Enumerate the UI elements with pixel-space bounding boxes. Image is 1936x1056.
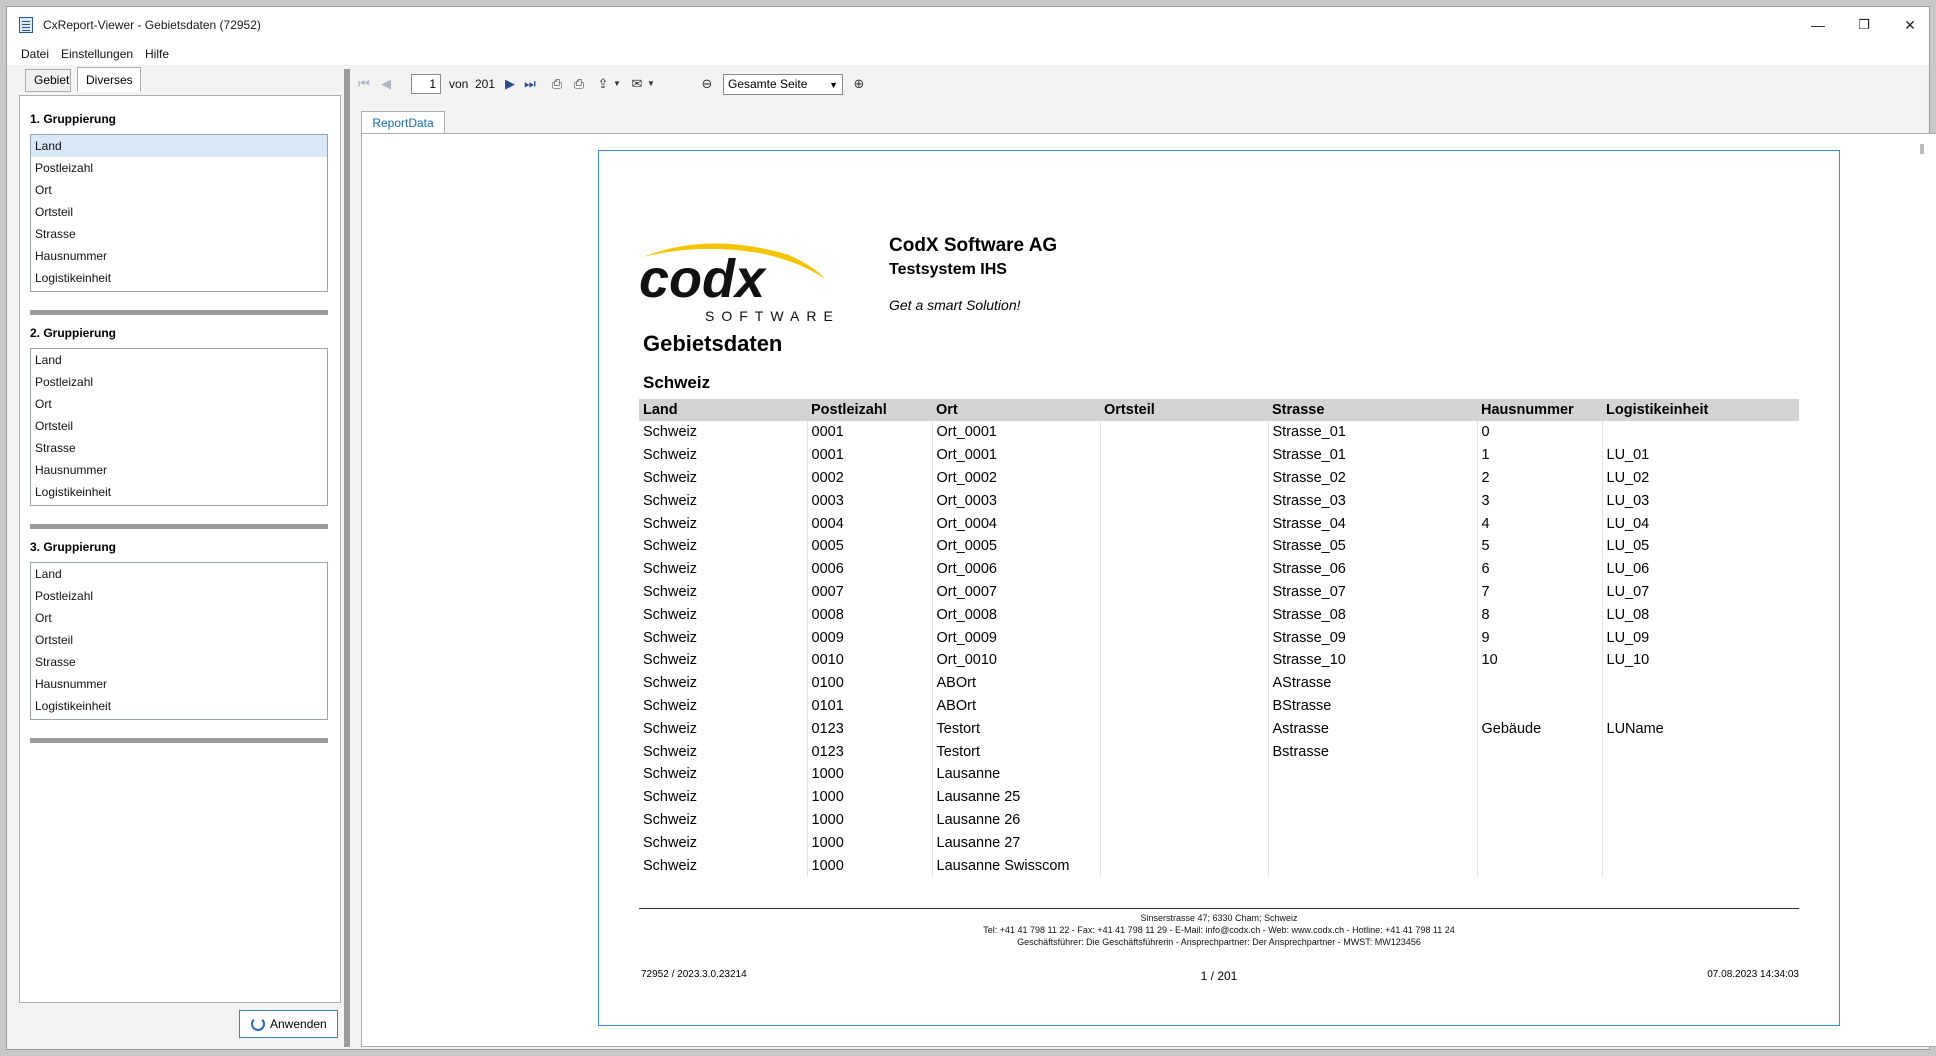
list-item[interactable]: Ortsteil xyxy=(35,419,74,433)
table-cell: Schweiz xyxy=(643,652,697,669)
footer-divider xyxy=(639,908,1799,909)
table-row xyxy=(639,535,1799,558)
table-cell xyxy=(1100,695,1268,718)
table-cell: LU_05 xyxy=(1602,535,1799,558)
table-row xyxy=(639,649,1799,672)
table-cell: 0003 xyxy=(807,489,932,512)
group-3-list[interactable] xyxy=(30,562,328,720)
app-window xyxy=(6,6,1930,1050)
table-cell xyxy=(1477,831,1602,854)
table-cell: Lausanne 27 xyxy=(932,831,1100,854)
table-cell: Bstrasse xyxy=(1268,740,1477,763)
table-cell: Ort_0004 xyxy=(932,512,1100,535)
table-cell: 9 xyxy=(1477,626,1602,649)
table-cell: LU_09 xyxy=(1602,626,1799,649)
page-total: 201 xyxy=(475,77,496,91)
table-cell: 5 xyxy=(1477,535,1602,558)
list-item[interactable]: Ort xyxy=(35,397,52,411)
table-cell: LU_01 xyxy=(1602,444,1799,467)
table-cell xyxy=(1100,786,1268,809)
table-row xyxy=(639,467,1799,490)
table-cell: Schweiz xyxy=(643,743,697,760)
system-name: Testsystem IHS xyxy=(889,261,1007,278)
table-cell: Schweiz xyxy=(643,789,697,806)
list-item[interactable]: Postleizahl xyxy=(35,161,94,175)
window-title: CxReport-Viewer - Gebietsdaten (72952) xyxy=(43,18,261,32)
zoom-in-icon[interactable]: ⊕ xyxy=(853,76,865,91)
zoom-out-icon[interactable]: ⊖ xyxy=(701,76,713,91)
footer-page-number: 1 / 201 xyxy=(1200,969,1238,983)
table-cell: 0123 xyxy=(807,717,932,740)
group-2-title: 2. Gruppierung xyxy=(30,326,117,340)
table-row xyxy=(639,626,1799,649)
table-cell: 8 xyxy=(1477,603,1602,626)
table-cell: Ort_0001 xyxy=(932,421,1100,444)
tab-reportdata[interactable]: ReportData xyxy=(361,111,445,135)
table-cell xyxy=(1100,626,1268,649)
title-bar xyxy=(7,7,1929,43)
group-2-list[interactable] xyxy=(30,348,328,506)
table-cell: Lausanne Swisscom xyxy=(932,854,1100,877)
last-page-icon[interactable]: ⏭ xyxy=(524,76,536,91)
list-item[interactable]: Hausnummer xyxy=(35,463,108,477)
table-cell: Ort_0001 xyxy=(932,444,1100,467)
table-cell: 0009 xyxy=(807,626,932,649)
table-cell: Lausanne 25 xyxy=(932,786,1100,809)
table-cell: Strasse_01 xyxy=(1268,444,1477,467)
report-page xyxy=(598,150,1840,1026)
table-cell xyxy=(1477,763,1602,786)
column-header: Hausnummer xyxy=(1477,399,1602,421)
table-cell: Strasse_01 xyxy=(1268,421,1477,444)
table-cell xyxy=(1602,854,1799,877)
data-table xyxy=(639,399,1799,877)
table-cell: LU_07 xyxy=(1602,581,1799,604)
zoom-select[interactable] xyxy=(723,74,843,95)
export-icon[interactable]: ⇪ xyxy=(597,76,609,91)
table-cell: Ort_0010 xyxy=(932,649,1100,672)
section-title: Schweiz xyxy=(643,373,711,392)
table-cell: Schweiz xyxy=(643,515,697,532)
group-1-list[interactable] xyxy=(30,134,328,292)
table-cell xyxy=(1100,717,1268,740)
zoom-value: Gesamte Seite xyxy=(728,77,808,91)
list-item[interactable]: Logistikeinheit xyxy=(35,699,112,713)
close-button[interactable]: ✕ xyxy=(1904,17,1916,33)
table-cell xyxy=(1268,809,1477,832)
print-icon[interactable]: ⎙ xyxy=(551,76,563,91)
table-cell: Strasse_02 xyxy=(1268,467,1477,490)
table-cell xyxy=(1268,763,1477,786)
menu-hilfe[interactable]: Hilfe xyxy=(145,47,170,61)
list-item[interactable]: Ortsteil xyxy=(35,205,74,219)
table-cell xyxy=(1100,809,1268,832)
group-3-title: 3. Gruppierung xyxy=(30,540,117,554)
chevron-down-icon: ▼ xyxy=(829,80,838,90)
list-item[interactable]: Strasse xyxy=(35,441,76,455)
table-cell: 0007 xyxy=(807,581,932,604)
table-cell: 1000 xyxy=(807,786,932,809)
table-cell: LU_04 xyxy=(1602,512,1799,535)
table-cell: Strasse_03 xyxy=(1268,489,1477,512)
minimize-button[interactable]: — xyxy=(1811,17,1825,33)
table-cell: Strasse_06 xyxy=(1268,558,1477,581)
page-of-label: von xyxy=(449,77,469,91)
list-item[interactable]: Land xyxy=(35,353,62,367)
table-cell: Schweiz xyxy=(643,834,697,851)
table-cell: Strasse_04 xyxy=(1268,512,1477,535)
table-row xyxy=(639,717,1799,740)
list-item[interactable]: Logistikeinheit xyxy=(35,485,112,499)
page-number-input[interactable]: 1 xyxy=(411,74,441,94)
table-row xyxy=(639,695,1799,718)
table-row xyxy=(639,421,1799,444)
list-item[interactable]: Logistikeinheit xyxy=(35,271,112,285)
table-cell: Schweiz xyxy=(643,538,697,555)
table-cell xyxy=(1100,467,1268,490)
table-cell xyxy=(1602,786,1799,809)
table-cell: Ort_0005 xyxy=(932,535,1100,558)
tab-gebiet[interactable]: Gebiet xyxy=(25,69,71,92)
column-header: Ortsteil xyxy=(1100,399,1268,421)
table-row xyxy=(639,558,1799,581)
table-cell: 1000 xyxy=(807,763,932,786)
table-cell: 1000 xyxy=(807,809,932,832)
codx-logo xyxy=(639,235,849,325)
logo-subtext: SOFTWARE xyxy=(705,308,840,324)
list-item[interactable]: Strasse xyxy=(35,227,76,241)
grouping-panel xyxy=(19,95,341,1003)
column-header: Ort xyxy=(932,399,1100,421)
report-viewport[interactable] xyxy=(361,133,1936,1047)
table-cell: 0101 xyxy=(807,695,932,718)
group-1-title: 1. Gruppierung xyxy=(30,112,117,126)
table-cell: 10 xyxy=(1477,649,1602,672)
table-cell: 0001 xyxy=(807,444,932,467)
table-cell: Schweiz xyxy=(643,583,697,600)
table-cell xyxy=(1100,558,1268,581)
table-cell: 0010 xyxy=(807,649,932,672)
table-cell: LUName xyxy=(1602,717,1799,740)
table-cell: 0004 xyxy=(807,512,932,535)
list-item[interactable]: Hausnummer xyxy=(35,249,108,263)
table-cell: Ort_0009 xyxy=(932,626,1100,649)
table-cell: 3 xyxy=(1477,489,1602,512)
table-cell xyxy=(1100,421,1268,444)
prev-page-icon[interactable]: ◀ xyxy=(381,76,391,91)
table-cell xyxy=(1602,672,1799,695)
column-header: Strasse xyxy=(1268,399,1477,421)
table-row xyxy=(639,603,1799,626)
menu-bar xyxy=(7,43,1929,65)
mail-icon[interactable]: ✉ xyxy=(631,76,643,91)
tab-diverses[interactable]: Diverses xyxy=(77,67,141,92)
table-cell: AStrasse xyxy=(1268,672,1477,695)
table-cell xyxy=(1477,740,1602,763)
table-cell: Testort xyxy=(932,717,1100,740)
table-cell: 0123 xyxy=(807,740,932,763)
table-cell: LU_10 xyxy=(1602,649,1799,672)
table-cell: Schweiz xyxy=(643,857,697,874)
refresh-icon xyxy=(251,1017,265,1031)
table-row xyxy=(639,786,1799,809)
apply-button[interactable] xyxy=(239,1010,338,1038)
table-cell: Schweiz xyxy=(643,447,697,464)
print-setup-icon[interactable]: ⎙ xyxy=(573,76,585,91)
table-cell: Schweiz xyxy=(643,424,697,441)
menu-einstellungen[interactable]: Einstellungen xyxy=(61,47,134,61)
table-cell xyxy=(1477,672,1602,695)
column-header: Logistikeinheit xyxy=(1602,399,1799,421)
table-cell: 4 xyxy=(1477,512,1602,535)
table-cell xyxy=(1100,581,1268,604)
table-row xyxy=(639,489,1799,512)
table-row xyxy=(639,672,1799,695)
table-cell xyxy=(1602,740,1799,763)
table-cell: Ort_0003 xyxy=(932,489,1100,512)
column-header: Land xyxy=(639,399,807,421)
table-cell xyxy=(1268,854,1477,877)
app-icon xyxy=(19,17,33,33)
group-1-separator[interactable] xyxy=(30,310,328,315)
table-row xyxy=(639,854,1799,877)
table-cell: ABOrt xyxy=(932,672,1100,695)
table-cell: LU_08 xyxy=(1602,603,1799,626)
table-cell: 0100 xyxy=(807,672,932,695)
list-item[interactable]: Hausnummer xyxy=(35,677,108,691)
table-cell: Lausanne 26 xyxy=(932,809,1100,832)
table-cell: Ort_0002 xyxy=(932,467,1100,490)
table-cell: LU_02 xyxy=(1602,467,1799,490)
table-cell xyxy=(1477,786,1602,809)
group-3-separator[interactable] xyxy=(30,738,328,743)
table-cell: Schweiz xyxy=(643,606,697,623)
list-item[interactable]: Land xyxy=(31,135,327,157)
table-cell: 1000 xyxy=(807,854,932,877)
table-cell: Schweiz xyxy=(643,766,697,783)
table-cell: Ort_0007 xyxy=(932,581,1100,604)
table-cell: 7 xyxy=(1477,581,1602,604)
table-row xyxy=(639,831,1799,854)
logo-wordmark: codx xyxy=(639,249,766,309)
table-cell: Lausanne xyxy=(932,763,1100,786)
report-title: Gebietsdaten xyxy=(643,331,783,356)
table-cell: Schweiz xyxy=(643,492,697,509)
table-cell: 0001 xyxy=(807,421,932,444)
table-cell xyxy=(1602,763,1799,786)
table-header-row xyxy=(639,399,1799,421)
table-cell xyxy=(1100,512,1268,535)
table-cell: LU_06 xyxy=(1602,558,1799,581)
list-item[interactable]: Strasse xyxy=(35,655,76,669)
company-name: CodX Software AG xyxy=(889,235,1058,256)
table-cell: Strasse_05 xyxy=(1268,535,1477,558)
table-cell: Strasse_09 xyxy=(1268,626,1477,649)
table-cell: LU_03 xyxy=(1602,489,1799,512)
apply-label: Anwenden xyxy=(270,1017,327,1031)
table-row xyxy=(639,809,1799,832)
export-dropdown-icon[interactable]: ▼ xyxy=(613,79,621,88)
table-cell: Schweiz xyxy=(643,811,697,828)
table-cell: Strasse_07 xyxy=(1268,581,1477,604)
table-cell xyxy=(1477,854,1602,877)
table-cell xyxy=(1100,763,1268,786)
table-cell: Schweiz xyxy=(643,675,697,692)
table-cell: Testort xyxy=(932,740,1100,763)
restore-button[interactable]: ❐ xyxy=(1858,17,1870,32)
table-row xyxy=(639,763,1799,786)
table-cell xyxy=(1602,809,1799,832)
table-cell: 0 xyxy=(1477,421,1602,444)
viewer-toolbar xyxy=(355,71,1925,97)
table-cell: 0006 xyxy=(807,558,932,581)
table-cell xyxy=(1268,786,1477,809)
table-row xyxy=(639,581,1799,604)
mail-dropdown-icon[interactable]: ▼ xyxy=(647,79,655,88)
table-cell: 1000 xyxy=(807,831,932,854)
footer-contact: Tel: +41 41 798 11 22 - Fax: +41 41 798 11 29 - E-Mail: info@codx.ch - Web: www.codx.ch - Hotline: +41 41 798 11 24 xyxy=(983,925,1455,935)
table-cell xyxy=(1602,831,1799,854)
table-cell: 0005 xyxy=(807,535,932,558)
table-cell xyxy=(1602,421,1799,444)
table-cell xyxy=(1602,695,1799,718)
table-cell: Ort_0006 xyxy=(932,558,1100,581)
table-cell: Schweiz xyxy=(643,469,697,486)
table-cell xyxy=(1477,809,1602,832)
table-row xyxy=(639,444,1799,467)
list-item[interactable]: Land xyxy=(35,567,62,581)
table-cell xyxy=(1100,649,1268,672)
table-cell: 0002 xyxy=(807,467,932,490)
list-item[interactable]: Postleizahl xyxy=(35,375,94,389)
menu-datei[interactable]: Datei xyxy=(21,47,50,61)
table-row xyxy=(639,740,1799,763)
table-cell xyxy=(1100,672,1268,695)
table-cell xyxy=(1100,740,1268,763)
table-cell: Strasse_08 xyxy=(1268,603,1477,626)
first-page-icon[interactable]: ⏮ xyxy=(358,76,370,91)
list-item[interactable]: Ort xyxy=(35,183,52,197)
table-cell xyxy=(1100,603,1268,626)
table-cell: 6 xyxy=(1477,558,1602,581)
scrollbar[interactable] xyxy=(1920,144,1924,154)
table-cell: BStrasse xyxy=(1268,695,1477,718)
table-cell: Ort_0008 xyxy=(932,603,1100,626)
slogan: Get a smart Solution! xyxy=(889,297,1021,313)
list-item[interactable]: Ort xyxy=(35,611,52,625)
table-cell: Schweiz xyxy=(643,697,697,714)
table-cell xyxy=(1477,695,1602,718)
table-cell: ABOrt xyxy=(932,695,1100,718)
column-header: Postleizahl xyxy=(807,399,932,421)
table-cell xyxy=(1100,444,1268,467)
table-cell: 2 xyxy=(1477,467,1602,490)
table-row xyxy=(639,512,1799,535)
table-cell: 1 xyxy=(1477,444,1602,467)
group-2-separator[interactable] xyxy=(30,524,328,529)
table-cell: Schweiz xyxy=(643,561,697,578)
footer-timestamp: 07.08.2023 14:34:03 xyxy=(1707,969,1799,980)
table-cell: Strasse_10 xyxy=(1268,649,1477,672)
table-cell: Gebäude xyxy=(1477,717,1602,740)
table-cell: Astrasse xyxy=(1268,717,1477,740)
list-item[interactable]: Postleizahl xyxy=(35,589,94,603)
footer-management: Geschäftsführer: Die Geschäftsführerin - Ansprechpartner: Der Ansprechpartner - MWST: MW123456 xyxy=(1017,937,1421,947)
table-cell xyxy=(1100,535,1268,558)
next-page-icon[interactable]: ▶ xyxy=(505,76,515,91)
table-cell xyxy=(1100,489,1268,512)
table-cell: Schweiz xyxy=(643,629,697,646)
panel-splitter[interactable] xyxy=(344,69,350,1047)
footer-address: Sinserstrasse 47; 6330 Cham; Schweiz xyxy=(1140,913,1298,923)
table-cell xyxy=(1268,831,1477,854)
list-item[interactable]: Ortsteil xyxy=(35,633,74,647)
table-cell: 0008 xyxy=(807,603,932,626)
table-cell xyxy=(1100,854,1268,877)
table-cell xyxy=(1100,831,1268,854)
table-cell: Schweiz xyxy=(643,720,697,737)
footer-version: 72952 / 2023.3.0.23214 xyxy=(641,969,747,980)
